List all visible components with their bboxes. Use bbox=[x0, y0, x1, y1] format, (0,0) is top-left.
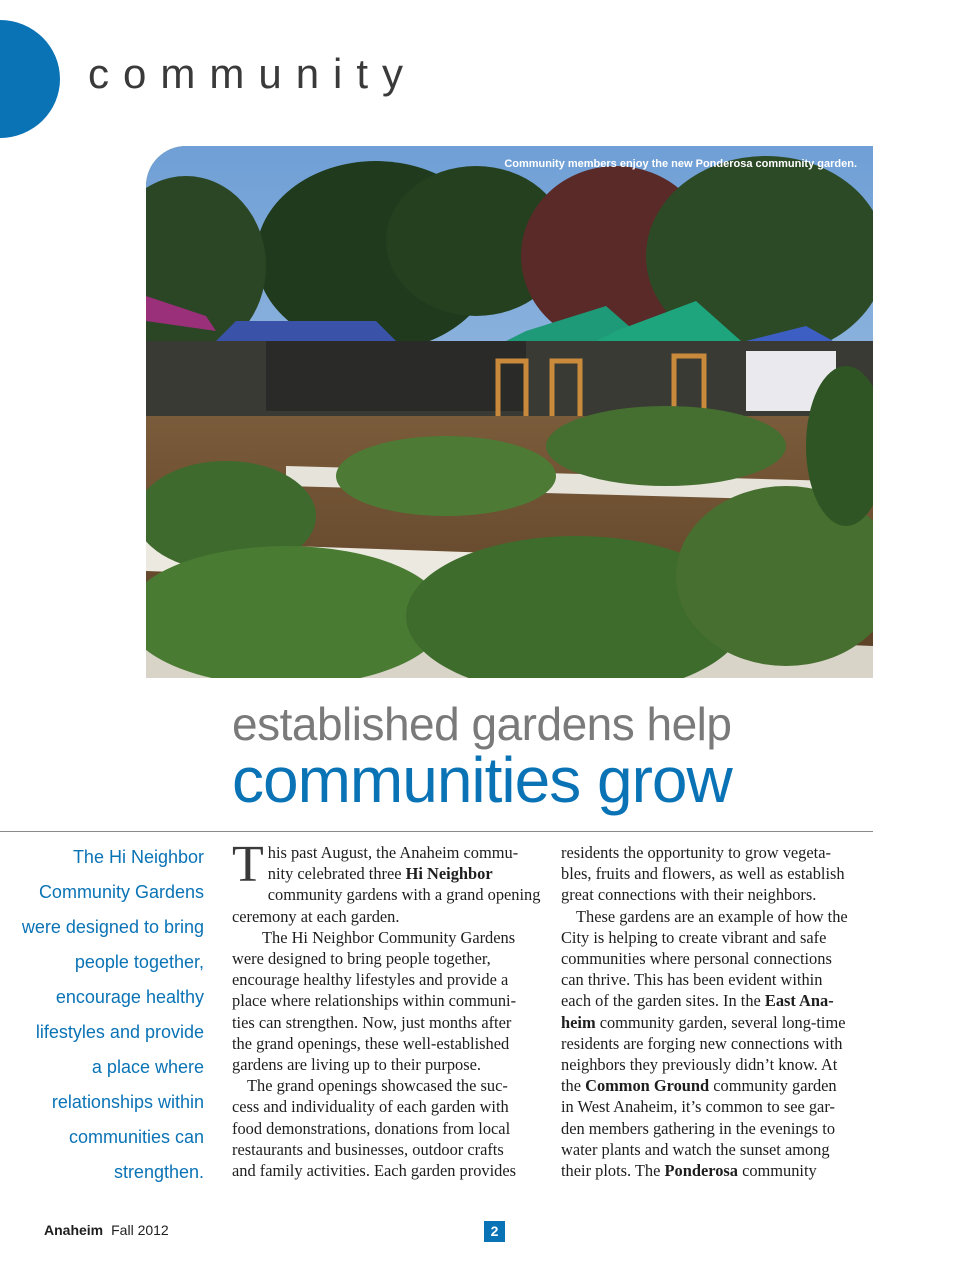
section-title: community bbox=[88, 50, 418, 97]
garden-photo-illustration bbox=[146, 146, 873, 678]
text-span: community garden, several long-time bbox=[595, 1012, 846, 1032]
text-span: nity celebrated three bbox=[267, 864, 406, 884]
photo-caption: Community members enjoy the new Ponderosa community garden. bbox=[504, 158, 857, 170]
pullquote bbox=[20, 840, 204, 1190]
issue-date: Fall 2012 bbox=[111, 1222, 169, 1238]
article-headline bbox=[232, 698, 872, 816]
text-line bbox=[561, 1160, 873, 1181]
text-line: communities where personal connections bbox=[561, 949, 832, 969]
text-line: City is helping to create vibrant and safe bbox=[561, 927, 827, 947]
text-line: These gardens are an example of how the bbox=[576, 906, 848, 926]
text-span: each of the garden sites. In the bbox=[561, 991, 765, 1011]
page-number: 2 bbox=[484, 1221, 505, 1242]
bold-term: Ponderosa bbox=[664, 1161, 738, 1181]
bold-term: heim bbox=[561, 1012, 596, 1032]
pullquote-line: Community Gardens bbox=[38, 882, 204, 902]
paragraph bbox=[561, 842, 873, 906]
pullquote-line: encourage healthy bbox=[55, 987, 204, 1007]
bold-term: East Ana- bbox=[764, 991, 834, 1011]
text-line: ceremony at each garden. bbox=[232, 906, 400, 926]
garden-photo bbox=[146, 146, 873, 678]
drop-cap: T bbox=[232, 836, 264, 893]
paragraph bbox=[561, 906, 873, 1182]
pullquote-line: lifestyles and provide bbox=[35, 1022, 204, 1042]
text-line: place where relationships within communi- bbox=[232, 991, 517, 1011]
text-line: cess and individuality of each garden with bbox=[232, 1097, 509, 1117]
text-line: residents the opportunity to grow vegeta- bbox=[561, 843, 831, 862]
text-line: can thrive. This has been evident within bbox=[561, 970, 823, 990]
pullquote-line: were designed to bring bbox=[21, 917, 204, 937]
text-line: gardens are living up to their purpose. bbox=[232, 1055, 481, 1075]
text-line: The grand openings showcased the suc- bbox=[247, 1076, 508, 1096]
publication-name: Anaheim bbox=[44, 1222, 104, 1238]
text-line bbox=[561, 1012, 873, 1033]
section-marker-circle bbox=[0, 20, 60, 138]
paragraph bbox=[232, 836, 544, 927]
text-line: encourage healthy lifestyles and provide a bbox=[232, 970, 509, 990]
text-span: their plots. The bbox=[561, 1161, 665, 1181]
divider bbox=[0, 831, 873, 832]
text-line: residents are forging new connections with bbox=[561, 1033, 843, 1053]
text-line: his past August, the Anaheim commu- bbox=[267, 843, 519, 862]
paragraph bbox=[232, 927, 544, 1075]
text-line: were designed to bring people together, bbox=[232, 949, 491, 969]
pullquote-line: people together, bbox=[74, 952, 204, 972]
headline-line-2: communities grow bbox=[232, 744, 732, 816]
text-line bbox=[232, 863, 544, 884]
body-column-2 bbox=[561, 842, 873, 1181]
pullquote-line: strengthen. bbox=[113, 1162, 204, 1182]
bold-term: Hi Neighbor bbox=[405, 864, 493, 884]
text-span: the bbox=[561, 1076, 586, 1096]
text-line: and family activities. Each garden provides bbox=[232, 1161, 517, 1181]
headline-line-1: established gardens help bbox=[232, 698, 732, 750]
text-line: water plants and watch the sunset among bbox=[561, 1139, 830, 1159]
footer-brand bbox=[44, 1222, 169, 1238]
paragraph bbox=[232, 1075, 544, 1181]
text-line bbox=[561, 990, 873, 1011]
text-span: community garden bbox=[709, 1076, 837, 1096]
text-line: great connections with their neighbors. bbox=[561, 885, 817, 905]
text-line: community gardens with a grand opening bbox=[267, 885, 541, 905]
text-line: den members gathering in the evenings to bbox=[561, 1118, 836, 1138]
text-line bbox=[561, 1075, 873, 1096]
text-line: bles, fruits and flowers, as well as establish bbox=[561, 864, 845, 884]
text-span: community bbox=[737, 1161, 817, 1181]
text-line: the grand openings, these well-established bbox=[232, 1033, 510, 1053]
text-line: food demonstrations, donations from local bbox=[232, 1118, 511, 1138]
pullquote-line: a place where bbox=[91, 1057, 204, 1077]
pullquote-line: communities can bbox=[68, 1127, 204, 1147]
text-line: restaurants and businesses, outdoor crafts bbox=[232, 1139, 504, 1159]
pullquote-line: relationships within bbox=[51, 1092, 204, 1112]
text-line: ties can strengthen. Now, just months after bbox=[232, 1012, 512, 1032]
body-column-1 bbox=[232, 836, 544, 1181]
text-line: The Hi Neighbor Community Gardens bbox=[262, 927, 516, 947]
text-line: neighbors they previously didn’t know. At bbox=[561, 1055, 838, 1075]
bold-term: Common Ground bbox=[585, 1076, 710, 1096]
pullquote-line: The Hi Neighbor bbox=[72, 847, 204, 867]
text-line: in West Anaheim, it’s common to see gar- bbox=[561, 1097, 835, 1117]
